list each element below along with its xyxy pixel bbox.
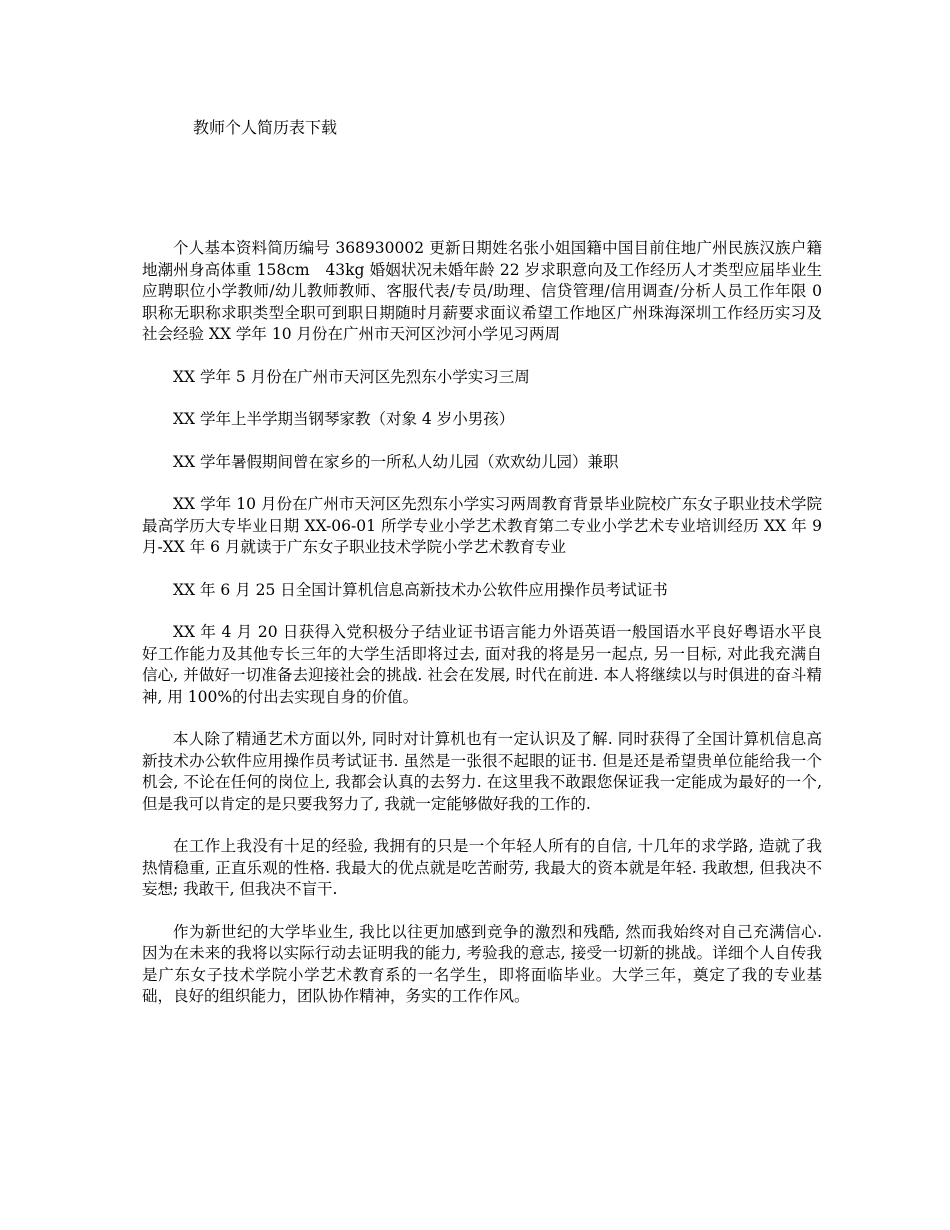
- document-title: 教师个人简历表下载: [193, 118, 338, 137]
- paragraph-piano-tutor: XX 学年上半学期当钢琴家教（对象 4 岁小男孩）: [173, 410, 515, 428]
- paragraph-certificate: XX 年 6 月 25 日全国计算机信息高新技术办公软件应用操作员考试证书: [173, 580, 668, 599]
- paragraph-education: XX 学年 10 月份在广州市天河区先烈东小学实习两周教育背景毕业院校广东女子职业技术学院最高学历大专毕业日期 XX-06-01 所学专业小学艺术教育第二专业小学艺术专业培训经历 XX 年 9 月-XX 年 6 月就读于广东女子职业技术学院小学艺术教育专业: [142, 495, 822, 556]
- paragraph-self-intro: 作为新世纪的大学毕业生, 我比以往更加感到竞争的激烈和残酷, 然而我始终对自己充满信心. 因为在未来的我将以实际行动去证明我的能力, 考验我的意志, 接受一切新的挑战。详细个人自传我是广东女子技术学院小学艺术教育系的一名学生，即将面临毕业。大学三年，奠定了我的专业基础，良好的组织能力，团队协作精神，务实的工作作风。: [142, 922, 822, 1005]
- paragraph-computer-skills: 本人除了精通艺术方面以外, 同时对计算机也有一定认识及了解. 同时获得了全国计算机信息高新技术办公软件应用操作员考试证书. 虽然是一张很不起眼的证书. 但是还是希望贵单位能给我一个机会, 不论在任何的岗位上, 我都会认真的去努力. 在这里我不敢跟您保证我一定能成为最好的一个, 但是我可以肯定的是只要我努力了, 我就一定能够做好我的工作的.: [142, 730, 822, 813]
- paragraph-kindergarten-job: XX 学年暑假期间曾在家乡的一所私人幼儿园（欢欢幼儿园）兼职: [173, 452, 619, 471]
- paragraph-character: 在工作上我没有十足的经验, 我拥有的只是一个年轻人所有的自信, 十几年的求学路, 造就了我热情稳重, 正直乐观的性格. 我最大的优点就是吃苦耐劳, 我最大的资本就是年轻. 我敢想, 但我决不妄想; 我敢干, 但我决不盲干.: [142, 837, 822, 898]
- document-body: [142, 238, 838, 1029]
- paragraph-internship-may: XX 学年 5 月份在广州市天河区先烈东小学实习三周: [173, 367, 530, 386]
- paragraph-basic-info: 个人基本资料简历编号 368930002 更新日期姓名张小姐国籍中国目前住地广州民族汉族户籍地潮州身高体重 158cm 43kg 婚姻状况未婚年龄 22 岁求职意向及工作经历人才类型应届毕业生 应聘职位小学教师/幼儿教师教师、客服代表/专员/助理、信贷管理/信用调查/分析人员工作年限 0 职称无职称求职类型全职可到职日期随时月薪要求面议希望工作地区广州珠海深圳工作经历实习及社会经验 XX 学年 10 月份在广州市天河区沙河小学见习两周: [142, 239, 838, 343]
- paragraph-skills: XX 年 4 月 20 日获得入党积极分子结业证书语言能力外语英语一般国语水平良好粤语水平良好工作能力及其他专长三年的大学生活即将过去, 面对我的将是另一起点, 另一目标, 对此我充满自信心, 并做好一切准备去迎接社会的挑战. 社会在发展, 时代在前进. 本人将继续以与时俱进的奋斗精神, 用 100%的付出去实现自身的价值。: [142, 623, 822, 706]
